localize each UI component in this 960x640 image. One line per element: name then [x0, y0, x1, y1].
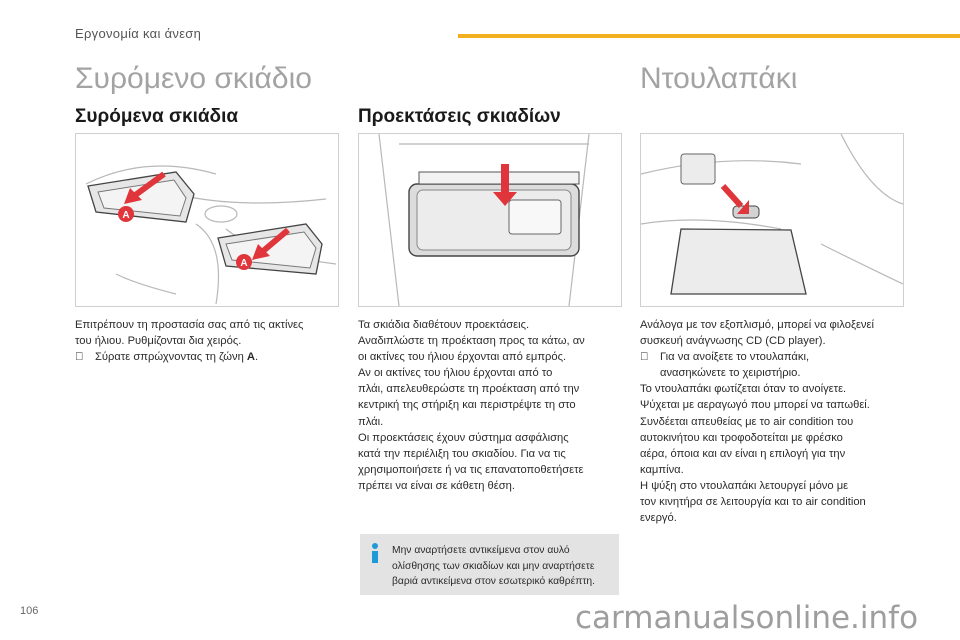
text-line: Ψύχεται με αεραγωγό που μπορεί να ταπωθεί.	[640, 399, 870, 412]
text-line: χρησιμοποιήσετε ή να τις επανατοποθετήσετε	[358, 463, 584, 476]
bullet-end: .	[255, 351, 259, 364]
text-line: ενεργό.	[640, 512, 677, 525]
header-accent-bar	[458, 34, 960, 38]
text-line: αέρα, όποια και αν είναι η επιλογή για την	[640, 447, 846, 460]
section-title-sun-visor: Συρόμενο σκιάδιο	[75, 62, 312, 95]
note-line: ολίσθησης των σκιαδίων και μην αναρτήσετε	[392, 560, 595, 572]
text-line: συσκευή ανάγνωσης CD (CD player).	[640, 335, 826, 348]
text-line: τον κινητήρα σε λειτουργία και το air condition	[640, 496, 866, 509]
glovebox-description	[640, 317, 910, 526]
text-line: καμπίνα.	[640, 463, 684, 476]
note-line: Μην αναρτήσετε αντικείμενα στον αυλό	[392, 545, 570, 556]
text-line: πλάι.	[358, 415, 384, 428]
info-note	[360, 534, 619, 595]
text-line: Επιτρέπουν τη προστασία σας από τις ακτίνες	[75, 319, 304, 331]
text-line: Ανάλογα με τον εξοπλισμό, μπορεί να φιλοξενεί	[640, 319, 875, 331]
visor-extension-description	[358, 317, 620, 494]
text-line: Η ψύξη στο ντουλαπάκι λετουργεί μόνο με	[640, 479, 849, 492]
sun-visor-illustration	[75, 133, 339, 307]
info-icon	[368, 542, 382, 564]
bullet-line: Για να ανοίξετε το ντουλαπάκι,	[660, 351, 810, 364]
text-line: αυτοκινήτου και τροφοδοτείται με φρέσκο	[640, 431, 843, 444]
heading-sliding-visors: Συρόμενα σκιάδια	[75, 106, 239, 127]
text-line: Οι προεκτάσεις έχουν σύστημα ασφάλισης	[358, 431, 569, 444]
text-line: του ήλιου. Ρυθμίζονται δια χειρός.	[75, 335, 242, 348]
bullet-item	[75, 349, 337, 365]
note-line: βαριά αντικείμενα στον εσωτερικό καθρέπτη.	[392, 576, 595, 587]
text-line: πρέπει να είναι σε κάθετη θέση.	[358, 479, 515, 492]
visor-extension-illustration	[358, 133, 622, 307]
text-line: Τα σκιάδια διαθέτουν προεκτάσεις.	[358, 319, 530, 331]
bullet-mark	[640, 349, 648, 365]
sliding-visor-description	[75, 317, 337, 365]
marker-a-label: A	[240, 258, 248, 269]
bullet-line: ανασηκώνετε το χειριστήριο.	[660, 367, 801, 380]
zone-label: A	[246, 351, 255, 364]
text-line: Αν οι ακτίνες του ήλιου έρχονται από το	[358, 367, 553, 380]
bullet-item	[640, 349, 910, 381]
heading-visor-extensions: Προεκτάσεις σκιαδίων	[358, 106, 561, 127]
text-line: Αναδιπλώστε τη προέκταση προς τα κάτω, αν	[358, 335, 585, 348]
chapter-title: Εργονομία και άνεση	[75, 26, 202, 41]
text-line: κατά την περιέλιξη του σκιαδίου. Για να τις	[358, 447, 566, 460]
glovebox-illustration	[640, 133, 904, 307]
watermark: carmanualsonline.info	[575, 600, 919, 636]
marker-a-label: A	[122, 210, 130, 221]
text-line: Το ντουλαπάκι φωτίζεται όταν το ανοίγετε.	[640, 383, 847, 396]
text-line: οι ακτίνες του ήλιου έρχονται από εμπρός.	[358, 351, 567, 364]
bullet-mark	[75, 349, 83, 365]
page-number: 106	[20, 605, 39, 617]
section-title-glovebox: Ντουλαπάκι	[640, 62, 798, 95]
text-line: Συνδέεται απευθείας με το air condition του	[640, 415, 854, 428]
note-text	[392, 543, 614, 590]
text-line: πλάι, απελευθερώστε τη προέκταση από την	[358, 383, 580, 396]
text-line: κεντρική της στήριξη και περιστρέψτε τη στο	[358, 399, 576, 412]
bullet-text: Σύρατε σπρώχνοντας τη ζώνη	[95, 351, 247, 364]
